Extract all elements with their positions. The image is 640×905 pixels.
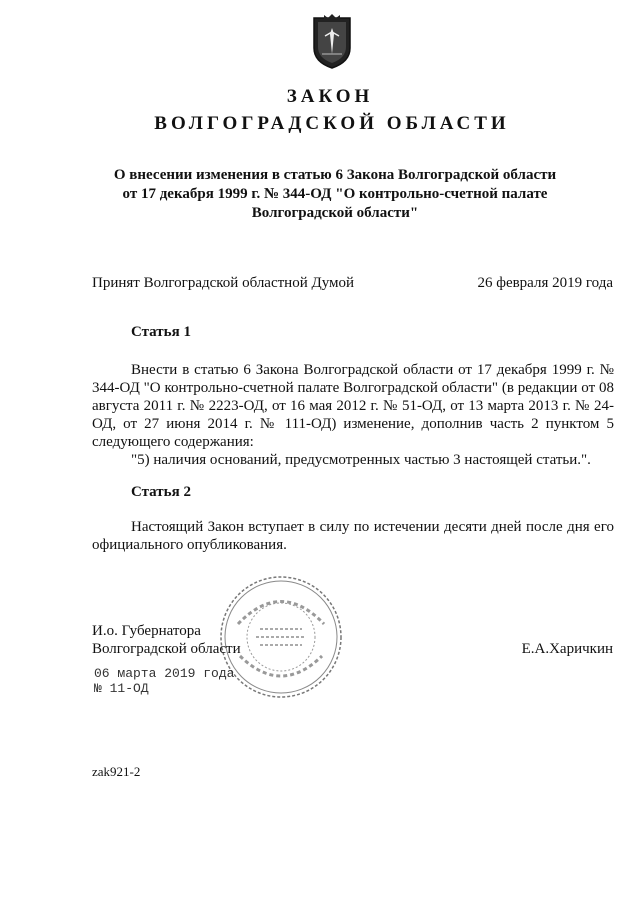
article-1-heading: Статья 1 — [131, 324, 191, 340]
signatory-position: И.о. Губернатора — [92, 623, 201, 639]
article-2-paragraph: Настоящий Закон вступает в силу по истечении десяти дней после дня его официального опубликования. — [92, 519, 614, 553]
coat-of-arms-emblem — [310, 14, 354, 70]
article-1-body — [92, 361, 614, 469]
law-title: ЗАКОН — [286, 86, 374, 107]
volgograd-coat-of-arms-icon — [310, 14, 354, 70]
article-2-body — [92, 518, 614, 554]
article-2-heading: Статья 2 — [131, 484, 191, 500]
official-round-seal-icon — [218, 574, 344, 700]
subject-line: О внесении изменения в статью 6 Закона Волгоградской области — [113, 167, 557, 183]
law-number: № 11-ОД — [94, 681, 149, 696]
signatory-name: Е.А.Харичкин — [521, 641, 613, 657]
adoption-date: 26 февраля 2019 года — [477, 275, 613, 291]
document-code: zak921-2 — [92, 764, 141, 779]
subject-line: Волгоградской области" — [251, 205, 419, 221]
adopted-by: Принят Волгоградской областной Думой — [92, 275, 355, 291]
region-title: ВОЛГОГРАДСКОЙ ОБЛАСТИ — [154, 113, 510, 134]
subject-line: от 17 декабря 1999 г. № 344-ОД "О контрольно-счетной палате — [122, 186, 548, 202]
article-1-paragraph: Внести в статью 6 Закона Волгоградской области от 17 декабря 1999 г. № 344-ОД "О контрольно-счетной палате Волгоградской области" (в редакции от 08 августа 2011 г. № 2223-ОД, от 16 мая 2012 г. № 51-ОД, от 13 марта 2013 г. № 24-ОД, от 27 июня 2014 г. № 111-ОД) изменение, дополнив часть 2 пунктом 5 следующего содержания: — [92, 362, 614, 450]
signatory-region: Волгоградской области — [92, 641, 241, 657]
official-seal — [218, 574, 344, 700]
law-subject — [100, 166, 570, 223]
signing-date: 06 марта 2019 года — [94, 666, 235, 681]
article-1-quote: "5) наличия оснований, предусмотренных частью 3 настоящей статьи.". — [131, 452, 591, 468]
